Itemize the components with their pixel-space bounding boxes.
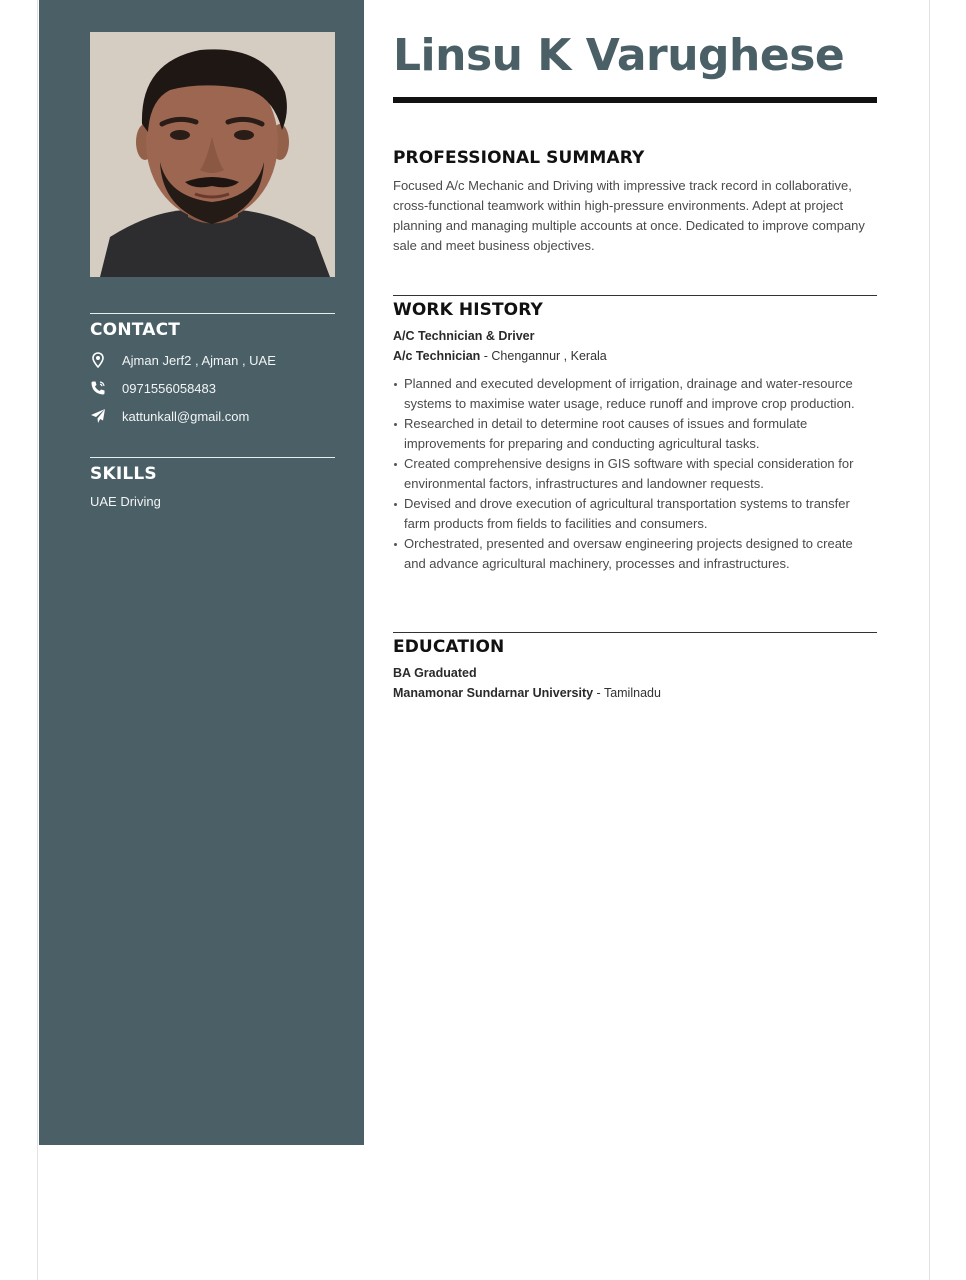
summary-section xyxy=(393,148,877,256)
work-bullet: Created comprehensive designs in GIS software with special consideration for environmental factors, infrastructures and landowner requests. xyxy=(393,454,877,494)
contact-phone xyxy=(90,374,335,402)
name-underline xyxy=(393,97,877,103)
summary-text: Focused A/c Mechanic and Driving with impressive track record in collaborative, cross-functional teamwork within high-pressure environments. Adept at project planning and managing multiple accounts at once. Dedicated to improve company sale and meet business objectives. xyxy=(393,178,865,253)
summary-heading: PROFESSIONAL SUMMARY xyxy=(393,148,645,168)
work-heading: WORK HISTORY xyxy=(393,300,543,320)
job-title xyxy=(393,326,877,346)
job-title-text: A/C Technician & Driver xyxy=(393,329,535,343)
contact-email-text: kattunkall@gmail.com xyxy=(122,408,250,424)
page-edge-right xyxy=(929,0,930,1280)
employer-location: - Chengannur , Kerala xyxy=(480,349,607,363)
school-location: - Tamilnadu xyxy=(593,686,661,700)
employer-name: A/c Technician xyxy=(393,349,481,363)
education-heading: EDUCATION xyxy=(393,637,505,657)
work-divider xyxy=(393,295,877,296)
contact-address xyxy=(90,346,335,374)
paper-plane-icon xyxy=(90,406,122,426)
skill-item: UAE Driving xyxy=(90,494,161,509)
school-line xyxy=(393,683,877,703)
work-bullet: Devised and drove execution of agricultural transportation systems to transfer farm products from fields to facilities and consumers. xyxy=(393,494,877,534)
work-bullet: Planned and executed development of irrigation, drainage and water-resource systems to maximise water usage, reduce runoff and improve crop production. xyxy=(393,374,877,414)
phone-icon xyxy=(90,378,122,398)
profile-photo-illustration xyxy=(90,32,335,277)
sidebar xyxy=(39,0,364,1145)
page-edge-left xyxy=(37,0,38,1280)
skills-section xyxy=(90,457,335,509)
work-bullets xyxy=(393,374,877,574)
contact-phone-text: 0971556058483 xyxy=(122,380,216,396)
education-section xyxy=(393,632,877,703)
skills-heading: SKILLS xyxy=(90,464,157,484)
work-bullet: Orchestrated, presented and oversaw engineering projects designed to create and advance agricultural machinery, processes and infrastructures. xyxy=(393,534,877,574)
contact-email xyxy=(90,402,335,430)
degree-line xyxy=(393,663,877,683)
work-bullet: Researched in detail to determine root causes of issues and formulate improvements for preparing and conducting agricultural tasks. xyxy=(393,414,877,454)
degree-text: BA Graduated xyxy=(393,666,477,680)
contact-address-text: Ajman Jerf2 , Ajman , UAE xyxy=(122,352,276,368)
work-history-section xyxy=(393,295,877,574)
contact-divider xyxy=(90,313,335,314)
contact-section xyxy=(90,313,335,430)
profile-photo xyxy=(90,32,335,277)
contact-heading: CONTACT xyxy=(90,320,181,340)
employer-line xyxy=(393,346,877,366)
candidate-name: Linsu K Varughese xyxy=(393,30,845,81)
school-name: Manamonar Sundarnar University xyxy=(393,686,594,700)
location-pin-icon xyxy=(90,350,122,370)
education-divider xyxy=(393,632,877,633)
skills-divider xyxy=(90,457,335,458)
